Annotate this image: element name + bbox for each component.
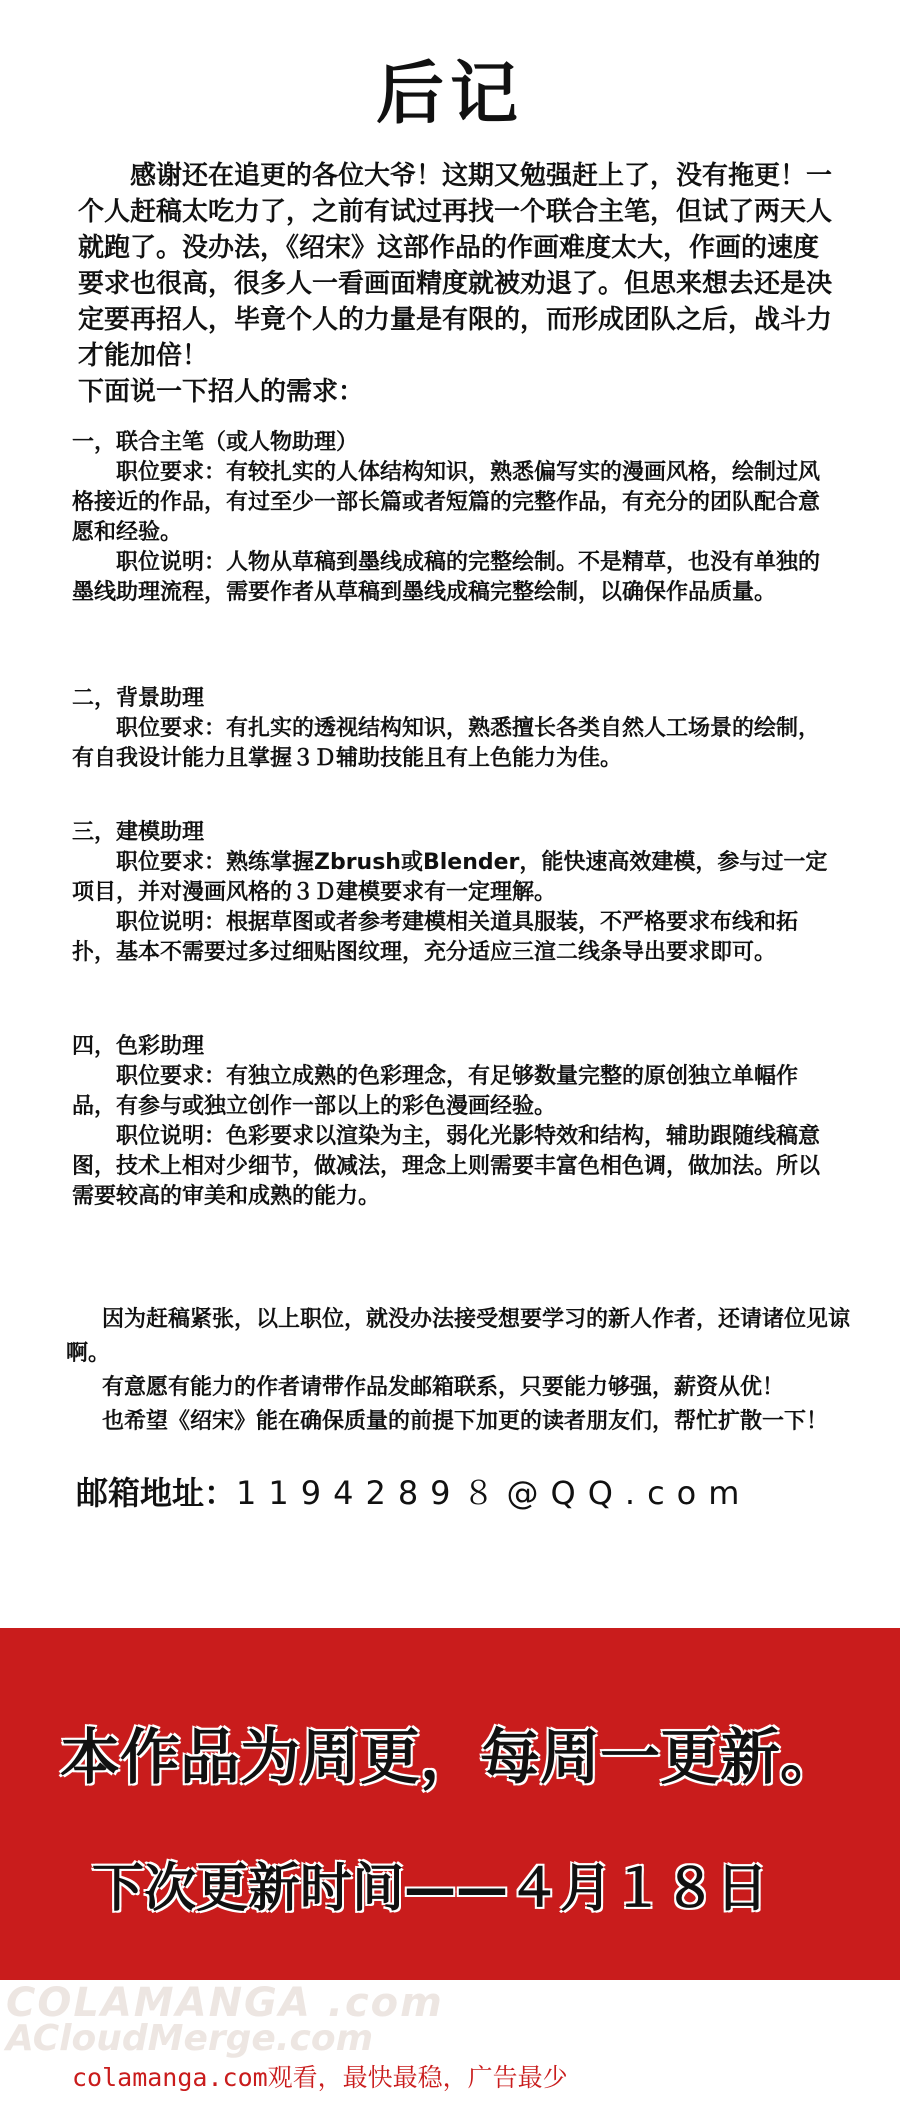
intro-block (78, 158, 838, 410)
intro-paragraph: 感谢还在追更的各位大爷！这期又勉强赶上了，没有拖更！一个人赶稿太吃力了，之前有试过再找一个联合主笔，但试了两天人就跑了。没办法，《绍宋》这部作品的作画难度太大，作画的速度要求也很高，很多人一看画面精度就被劝退了。但思来想去还是决定要再招人，毕竟个人的力量是有限的，而形成团队之后，战斗力才能加倍！ (78, 161, 833, 371)
section-paragraph: 职位要求：有扎实的透视结构知识，熟悉擅长各类自然人工场景的绘制，有自我设计能力且掌握３Ｄ辅助技能且有上色能力为佳。 (72, 716, 821, 771)
footer-link[interactable]: colamanga.com观看，最快最稳，广告最少 (72, 2063, 568, 2092)
page-title: 后记 (375, 55, 524, 134)
email-label: 邮箱地址： (76, 1474, 237, 1512)
closing-block (66, 1302, 856, 1438)
section-heading: 三，建模助理 (72, 820, 205, 845)
watermark-colamanga: COLAMANGA .com (6, 1980, 444, 2026)
email-row (76, 1468, 751, 1514)
section-modeling-assistant (72, 818, 832, 968)
section-heading: 四，色彩助理 (72, 1034, 205, 1059)
section-background-assistant (72, 684, 832, 774)
watermark-acloudmerge: ACloudMerge.com (6, 2018, 374, 2059)
section-co-artist (72, 428, 832, 608)
intro-lead: 下面说一下招人的需求： (78, 377, 365, 407)
closing-paragraph: 因为赶稿紧张，以上职位，就没办法接受想要学习的新人作者，还请诸位见谅啊。 (66, 1306, 851, 1366)
section-paragraph: 职位说明：色彩要求以渲染为主，弱化光影特效和结构，辅助跟随线稿意图，技术上相对少细节，做减法，理念上则需要丰富色相色调，做加法。所以需要较高的审美和成熟的能力。 (72, 1124, 821, 1209)
update-banner (0, 1628, 900, 1980)
section-paragraph: 职位要求：有独立成熟的色彩理念，有足够数量完整的原创独立单幅作品，有参与或独立创作一部以上的彩色漫画经验。 (72, 1064, 799, 1119)
section-paragraph: 职位要求：熟练掌握Zbrush或Blender，能快速高效建模，参与过一定项目，并对漫画风格的３Ｄ建模要求有一定理解。 (72, 850, 828, 905)
banner-main-text: 本作品为周更，每周一更新。 (60, 1723, 840, 1793)
section-paragraph: 职位说明：根据草图或者参考建模相关道具服装，不严格要求布线和拓扑，基本不需要过多过细贴图纹理，充分适应三渲二线条导出要求即可。 (72, 910, 799, 965)
section-heading: 二，背景助理 (72, 686, 205, 711)
section-paragraph: 职位要求：有较扎实的人体结构知识，熟悉偏写实的漫画风格，绘制过风格接近的作品，有过至少一部长篇或者短篇的完整作品，有充分的团队配合意愿和经验。 (72, 460, 821, 545)
email-address[interactable]: 1194289８@QQ.com (236, 1474, 752, 1512)
closing-paragraph: 也希望《绍宋》能在确保质量的前提下加更的读者朋友们，帮忙扩散一下！ (102, 1408, 829, 1434)
banner-next-update: 下次更新时间——４月１８日 (92, 1859, 769, 1919)
section-paragraph: 职位说明：人物从草稿到墨线成稿的完整绘制。不是精草，也没有单独的墨线助理流程，需要作者从草稿到墨线成稿完整绘制，以确保作品质量。 (72, 550, 821, 605)
section-heading: 一，联合主笔（或人物助理） (72, 430, 359, 455)
closing-paragraph: 有意愿有能力的作者请带作品发邮箱联系，只要能力够强，薪资从优！ (102, 1374, 785, 1400)
section-color-assistant (72, 1032, 832, 1212)
